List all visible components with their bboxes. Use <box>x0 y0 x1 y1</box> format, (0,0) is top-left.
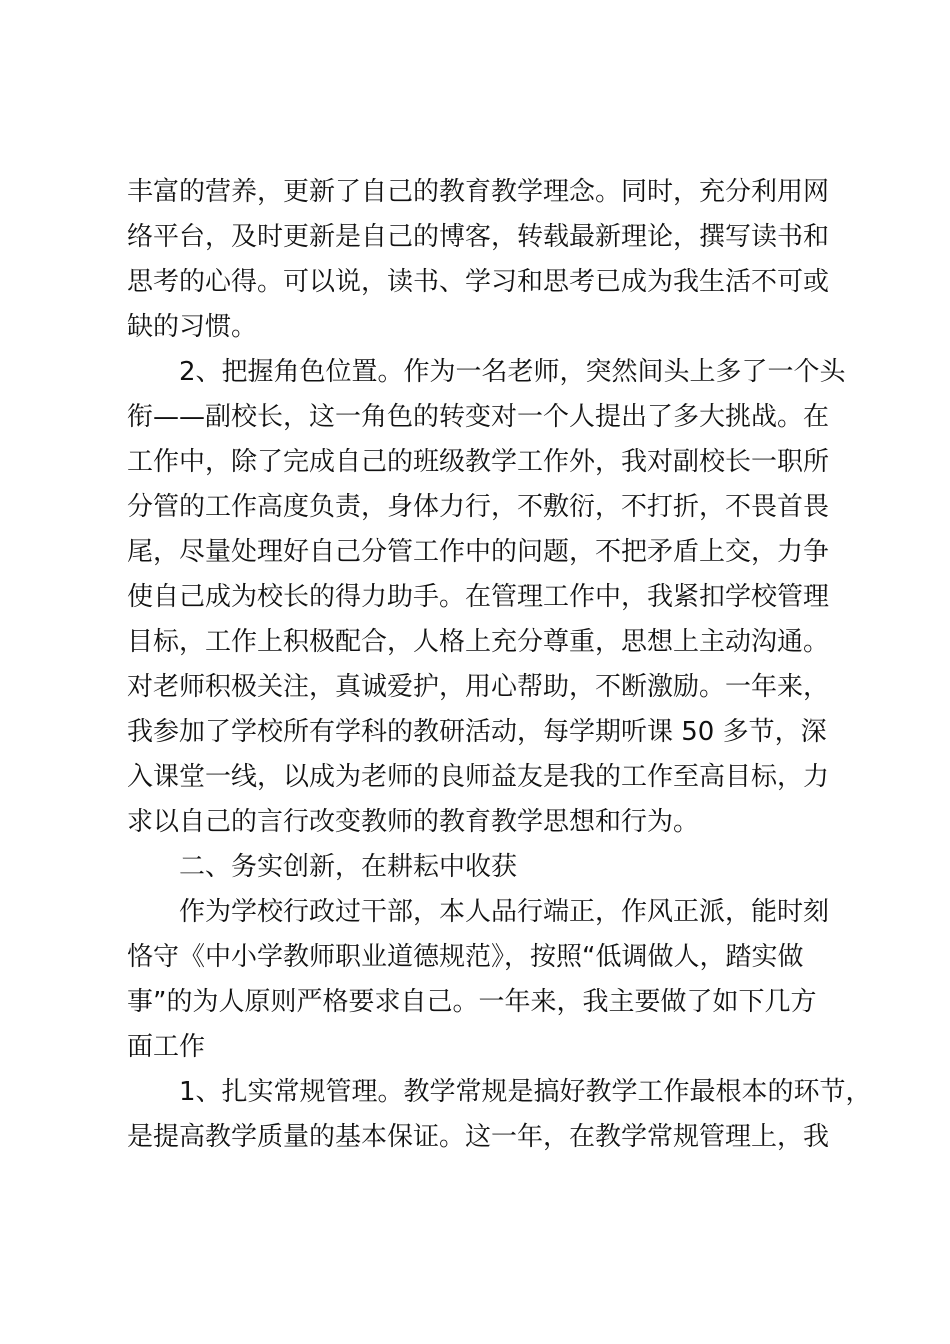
text-line: 丰富的营养，更新了自己的教育教学理念。同时，充分利用网 <box>127 177 830 207</box>
text-line: 恪守《中小学教师职业道德规范》，按照“低调做人，踏实做 <box>127 942 804 972</box>
text-line: 我参加了学校所有学科的教研活动，每学期听课 50 多节，深 <box>127 717 827 747</box>
text-line: 入课堂一线，以成为老师的良师益友是我的工作至高目标，力 <box>127 762 830 792</box>
text-line: 目标，工作上积极配合，人格上充分尊重，思想上主动沟通。 <box>127 627 830 657</box>
text-line: 使自己成为校长的得力助手。在管理工作中，我紧扣学校管理 <box>127 582 830 612</box>
text-line: 衔——副校长，这一角色的转变对一个人提出了多大挑战。在 <box>127 402 830 432</box>
text-line: 工作中，除了完成自己的班级教学工作外，我对副校长一职所 <box>127 447 830 477</box>
text-line: 缺的习惯。 <box>127 312 258 342</box>
text-line: 面工作 <box>127 1032 206 1062</box>
text-line: 对老师积极关注，真诚爱护，用心帮助，不断激励。一年来， <box>127 672 830 702</box>
text-line: 2、把握角色位置。作为一名老师，突然间头上多了一个头 <box>179 357 846 387</box>
text-line: 作为学校行政过干部，本人品行端正，作风正派，能时刻 <box>179 897 830 927</box>
document-body <box>127 170 872 1160</box>
text-line: 二、务实创新，在耕耘中收获 <box>179 852 518 882</box>
text-line: 1、扎实常规管理。教学常规是搞好教学工作最根本的环节， <box>179 1077 872 1107</box>
text-line: 事”的为人原则严格要求自己。一年来，我主要做了如下几方 <box>127 987 817 1017</box>
text-line: 是提高教学质量的基本保证。这一年，在教学常规管理上，我 <box>127 1122 830 1152</box>
text-line: 求以自己的言行改变教师的教育教学思想和行为。 <box>127 807 700 837</box>
text-line: 络平台，及时更新是自己的博客，转载最新理论，撰写读书和 <box>127 222 830 252</box>
text-line: 分管的工作高度负责，身体力行，不敷衍，不打折，不畏首畏 <box>127 492 830 522</box>
text-line: 尾，尽量处理好自己分管工作中的问题，不把矛盾上交，力争 <box>127 537 830 567</box>
text-line: 思考的心得。可以说，读书、学习和思考已成为我生活不可或 <box>127 267 830 297</box>
